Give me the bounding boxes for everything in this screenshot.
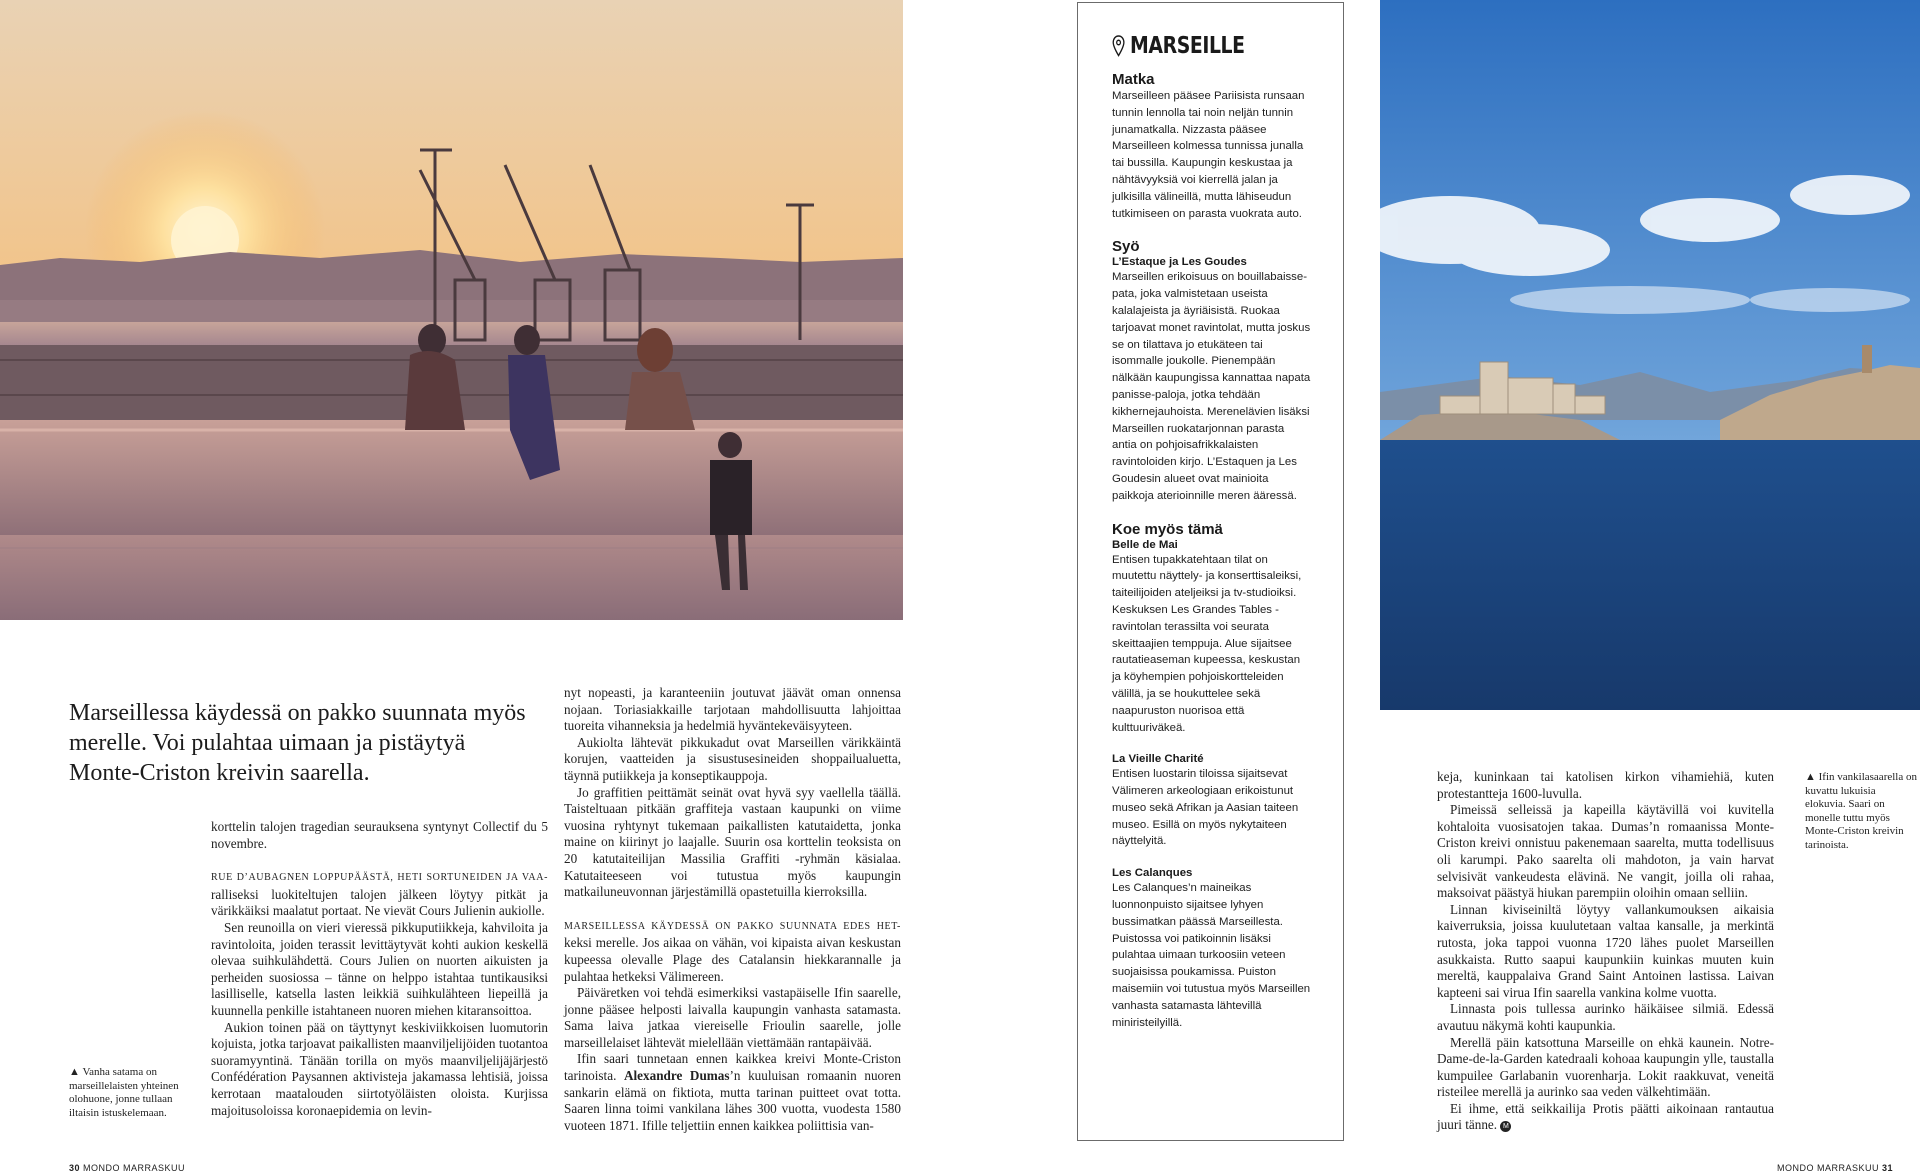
info-section-subheading: La Vieille Charité	[1112, 753, 1204, 766]
body-paragraph: Ifin saari tunnetaan ennen kaikkea kreivi Monte-Criston tarinoista. Alexandre Dumas’n kuuluisan romaanin nuoren sankarin elämä on fiktiota, mutta tarinan puitteet ovat totta. Saaren linna toimi vankilana lähes 300 vuotta, vuodesta 1580 vuoteen 1871. Ifille teljettiin ennen kaikkea poliittisia van-	[564, 1051, 901, 1133]
info-section-heading: Koe myös tämä	[1112, 520, 1223, 538]
end-mark-icon: M	[1500, 1121, 1511, 1132]
city-name: MARSEILLE	[1130, 33, 1245, 59]
harbour-sunset-photo	[0, 0, 903, 620]
info-section-text: Marseilleen pääsee Pariisista runsaan tunnin lennolla tai noin neljän tunnin junamatkalla. Nizzasta pääsee Marseilleen kolmessa tunnissa junalla tai bussilla. Kaupungin keskustaa ja nähtävyyksiä voi kierrellä jalan ja julkisilla välineillä, mutta lähiseudun tutkimiseen on parasta vuokrata auto.	[1112, 90, 1305, 220]
body-paragraph: Linnan kiviseiniltä löytyy vallankumouksen aikaisia kaiverruksia, joissa kuulutetaan valtaa kansalle, ja merkintä rutosta, joka tappoi vuonna 1720 lähes puolet Marseillen asukkaista. Rutto saapui kaupunkiin kuinkas muuten kuin mereltä, kauppalaiva Grand Saint Antoinen lastissa. Laivan kapteeni sai virua Ifin saarella vankina kolme vuotta.	[1437, 901, 1774, 1000]
body-paragraph: Merellä päin katsottuna Marseille on ehkä kaunein. Notre-Dame-de-la-Garden katedraali kohoaa kaupungin ylle, taustalla kumpuilee Garlabanin vuorenharja. Lokit raakkuvat, veneitä risteilee merellä ja aurinko saa veden välkehtimään.	[1437, 1034, 1774, 1100]
info-section-heading: Matka	[1112, 71, 1155, 88]
body-paragraph: korttelin talojen tragedian seurauksena syntynyt Collectif du 5 novembre.	[211, 819, 548, 851]
info-box	[1077, 2, 1344, 1141]
info-section-text: Les Calanques’n maineikas luonnonpuisto sijaitsee lyhyen bussimatkan päässä Marseillesta. Puistossa voi patikoinnin lisäksi pulahtaa uimaan turkoosiin veteen suojaisissa poukamissa. Puiston maisemiin voi tutustua myös Marseillen vanhasta satamasta lähtevillä miniristeilyillä.	[1112, 882, 1311, 1029]
info-section	[1112, 71, 1312, 222]
body-paragraph: Aukion toinen pää on täyttynyt keskiviikkoisen luomutorin kojuista, jotka tarjoavat paikallisten maanviljelijöiden tuotantoa suoramyyntinä. Tänään torilla on myös maanviljelijäjärjestö Confédération Paysannen aktivisteja jakamassa lehtisiä, joissa kerrotaan maatalouden siirtotyöläisten oloista. Kurjissa majoitusoloissa koronaepidemia on levin-	[211, 1019, 548, 1118]
photo-caption-left: ▲ Vanha satama on marseillelaisten yhteinen olohuone, jonne tullaan iltaisin istuskelemaan.	[69, 1066, 179, 1119]
section-opener: MARSEILLESSA KÄYDESSÄ ON PAKKO SUUNNATA EDES HET-	[564, 920, 901, 932]
body-column-left	[211, 819, 548, 1119]
info-box-title	[1112, 33, 1276, 59]
body-paragraph: nyt nopeasti, ja karanteeniin joutuvat jäävät oman onnensa nojaan. Toriasiakkaille tarjotaan mahdollisuutta lahjoittaa tuoreita vihanneksia ja hedelmiä hyväntekeväisyyteen.	[564, 685, 901, 734]
magazine-label: MONDO MARRASKUU	[83, 1163, 186, 1173]
page-number: 30	[69, 1163, 81, 1173]
body-paragraph: Pimeissä selleissä ja kapeilla käytävillä voi kuvitella kohtaloita vuosisatojen takaa. Dumas’n romaanissa Monte-Criston kreivi onnistuu pakenemaan saarelta, mutta todellisuus oli karumpi. Pako saarelta oli mahdoton, ja vain harvat selvisivät vankeudesta elävinä. Ne vangit, joilla oli rahaa, maksoivat päästyä hiukan parempiin oloihin omaan selliin.	[1437, 802, 1774, 901]
body-column-right	[1437, 769, 1774, 1134]
author-name: Alexandre Dumas	[623, 1068, 730, 1084]
body-paragraph: Sen reunoilla on vieri vieressä pikkuputiikkeja, kahviloita ja ravintoloita, joiden terassit levittäytyvät kohti aukion keskellä olevaa suihkulähdettä. Cours Julien on nuorten aikuisten ja perheiden suosiossa – tänne on helppo istahtaa tuntikausiksi lasilliselle, katsella lasten leikkiä suihkulähteen liepeillä ja kuunnella penkille istahtaneen nuoren miehen kitaransoittoa.	[211, 919, 548, 1018]
location-pin-icon	[1112, 35, 1125, 57]
info-section	[1112, 521, 1312, 737]
folio-left	[69, 1163, 185, 1173]
folio-right	[1777, 1163, 1893, 1173]
body-paragraph: Jo graffitien peittämät seinät ovat hyvä syy vaellella täällä. Taisteltuaan pitkään graffiteja vastaan kaupunki on viime vuosina ryhtynyt tukemaan paikallisten katutaidetta, jonka maine on kiirinyt jo laajalle. Suurin osa korttelin teoksista on 20 katutaiteilijan Massilia Graffiti -ryhmän käsialaa. Katutaiteeseen voi tutustua myös kaupungin matkailuneuvonnan järjestämillä opastetuilla kierroksilla.	[564, 784, 901, 900]
body-paragraph: Linnasta pois tullessa aurinko häikäisee silmiä. Edessä avautuu näkymä kohti kaupunkia.	[1437, 1001, 1774, 1033]
page-number: 31	[1881, 1163, 1893, 1173]
info-section	[1112, 752, 1312, 850]
body-paragraph: Ei ihme, että seikkailija Protis päätti aikoinaan rantautua juuri tänne. M	[1437, 1100, 1774, 1133]
lead-text: Marseillessa käydessä on pakko suunnata myös merelle. Voi pulahtaa uimaan ja pistäytyä Monte-Criston kreivin saarella.	[69, 700, 526, 786]
body-paragraph: MARSEILLESSA KÄYDESSÄ ON PAKKO SUUNNATA EDES HET-keksi merelle. Jos aikaa on vähän, voi kipaista aivan keskustan kupeessa olevalle Plage des Catalansin hiekkarannalle ja pulahtaa hetkeksi Välimereen.	[564, 920, 901, 984]
info-section-text: Entisen luostarin tiloissa sijaitsevat Välimeren arkeologiaan erikoistunut museo sekä Afrikan ja Aasian taiteen museo. Esillä on myös nykytaiteen näyttelyitä.	[1112, 768, 1299, 848]
body-column-middle	[564, 685, 901, 1134]
info-section-text: Marseillen erikoisuus on bouillabaisse-pata, joka valmistetaan useista kalalajeista ja äyriäisistä. Ruokaa tarjoavat monet ravintolat, mutta joskus se on tilattava jo etukäteen tai isommalle joukolle. Pienempään nälkään kaupungissa kannattaa napata panisse-paloja, jotka tehdään kikhernejauhoista. Merenelävien lisäksi Marseillen ruokatarjonnan parasta antia on pohjoisafrikkalaisten ravintoloiden kirjo. L’Estaquen ja Les Goudesin alueet ovat mainioita paikkoja aterioinnille meren ääressä.	[1112, 271, 1311, 502]
info-section	[1112, 238, 1312, 504]
info-section-text: Entisen tupakkatehtaan tilat on muutettu näyttely- ja konserttisaleiksi, taiteilijoiden ateljeiksi ja tv-studioiksi. Keskuksen Les Grandes Tables -ravintolan terassilta voi seurata skeittaajien temppuja. Alue sijaitsee rautatieaseman kupeessa, keskustan ja köyhempien pohjoiskortteleiden välillä, ja se houkuttelee sekä naapuruston nuorisoa että kulttuuriväkeä.	[1112, 553, 1302, 734]
body-paragraph: Päiväretken voi tehdä esimerkiksi vastapäiselle Ifin saarelle, jonne pääsee helposti laivalla kaupungin vanhasta satamasta. Sama laiva jatkaa viereiselle Frioulin saarelle, jolle marseillelaiset lähtevät mielellään viettämään rantapäivää.	[564, 985, 901, 1050]
body-paragraph: Aukiolta lähtevät pikkukadut ovat Marseillen värikkäintä korujen, vaatteiden ja sisustusesineiden shoppailualuetta, täynnä putiikkeja ja konseptikauppoja.	[564, 734, 901, 783]
info-section-subheading: Belle de Mai	[1112, 538, 1178, 551]
info-section-subheading: Les Calanques	[1112, 867, 1193, 880]
chateau-dif-photo	[1380, 0, 1920, 710]
section-opener: RUE D’AUBAGNEN LOPPUPÄÄSTÄ, HETI SORTUNEIDEN JA VAA-	[211, 872, 548, 884]
body-paragraph: keja, kuninkaan tai katolisen kirkon vihamiehiä, kuten protestantteja 1600-luvulla.	[1437, 769, 1774, 801]
info-section-heading: Syö	[1112, 238, 1140, 256]
photo-caption-right: ▲ Ifin vankilasaarella on kuvattu lukuisia elokuvia. Saari on monelle tuttu myös Monte-Criston kreivin tarinoista.	[1805, 771, 1917, 851]
info-section-subheading: L’Estaque ja Les Goudes	[1112, 256, 1247, 269]
body-paragraph: RUE D’AUBAGNEN LOPPUPÄÄSTÄ, HETI SORTUNEIDEN JA VAA-ralliseksi luokiteltujen talojen jälkeen löytyy pitkät ja värikkäiksi maalatut portaat. Ne vievät Cours Julienin aukiolle.	[211, 872, 548, 919]
info-section	[1112, 866, 1312, 1031]
magazine-label: MONDO MARRASKUU	[1776, 1163, 1879, 1173]
